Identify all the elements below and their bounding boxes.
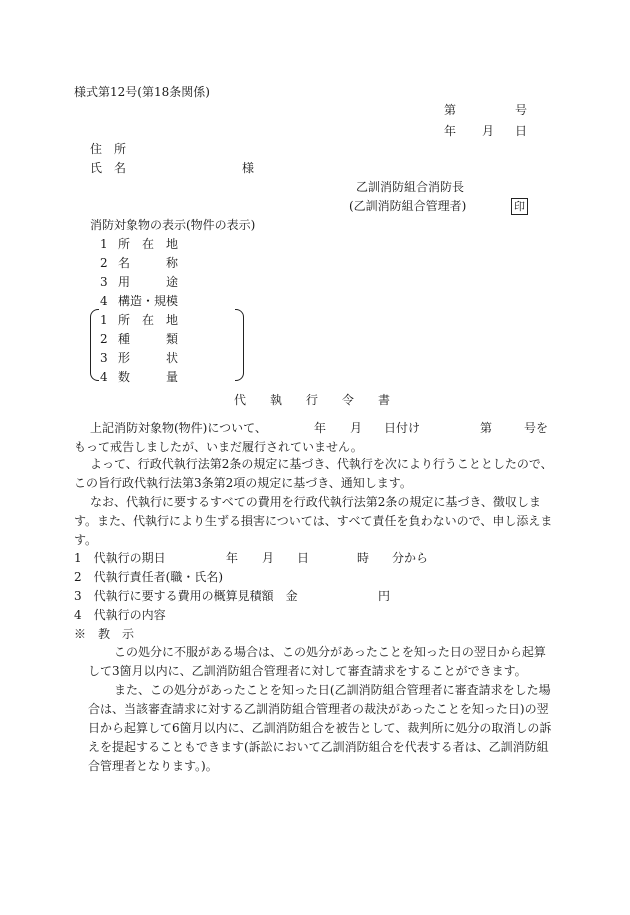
detail-1-year: 年 (226, 551, 239, 565)
target-item-num: 4 (100, 294, 108, 308)
target-heading: 消防対象物の表示(物件の表示) (90, 218, 256, 232)
bracket-right (235, 309, 244, 381)
address-label: 住 所 (90, 142, 127, 156)
body-p1-year: 年 (314, 421, 327, 435)
body-p1-month: 月 (350, 421, 363, 435)
body-p1-dai: 第 (480, 421, 493, 435)
body-p3: なお、代執行に要するすべての費用を行政代執行法第2条の規定に基づき、徴収します。また、代執行により生ずる損害については、すべて責任を負わないので、申し添えます。 (74, 495, 553, 547)
bracket-item-num: 1 (100, 313, 108, 327)
date-month-label: 月 (482, 124, 495, 138)
detail-3-yen: 円 (378, 589, 391, 603)
detail-1-minute: 分から (392, 551, 429, 565)
body-p2: よって、行政代執行法第2条の規定に基づき、代執行を次により行うこととしたので、この旨行政代執行法第3条第2項の規定に基づき、通知します。 (74, 457, 553, 490)
target-item-num: 3 (100, 275, 108, 289)
notice-paragraph-1: この処分に不服がある場合は、この処分があったことを知った日の翌日から起算して3箇月以内に、乙訓消防組合管理者に対して審査請求をすることができます。 (88, 645, 546, 678)
bracket-item-num: 4 (100, 370, 108, 384)
target-item-num: 1 (100, 237, 108, 251)
bracket-item-label: 種 類 (118, 332, 179, 346)
target-item-label: 用 途 (118, 275, 179, 289)
detail-2: 2 代執行責任者(職・氏名) (74, 570, 223, 584)
number-dai-label: 第 (444, 103, 457, 117)
issuer-subtitle: (乙訓消防組合管理者) (349, 199, 467, 213)
bracket-item-label: 数 量 (118, 370, 179, 384)
honorific-sama: 様 (242, 161, 255, 175)
detail-4: 4 代執行の内容 (74, 608, 166, 622)
bracket-item-num: 3 (100, 351, 108, 365)
document-title: 代 執 行 令 書 (234, 393, 391, 407)
notice-heading: ※ 教 示 (74, 627, 135, 641)
detail-3-label: 3 代執行に要する費用の概算見積額 金 (74, 589, 298, 603)
body-p1-a: 上記消防対象物(物件)について、 (90, 421, 267, 435)
seal-stamp: 印 (511, 198, 528, 215)
detail-1-month: 月 (262, 551, 275, 565)
target-item-label: 構造・規模 (118, 294, 179, 308)
target-item-label: 所 在 地 (118, 237, 179, 251)
bracket-left (90, 309, 99, 381)
form-id: 様式第12号(第18条関係) (74, 85, 210, 99)
date-day-label: 日 (515, 124, 528, 138)
bracket-item-num: 2 (100, 332, 108, 346)
detail-1-label: 1 代執行の期日 (74, 551, 166, 565)
issuer-title: 乙訓消防組合消防長 (356, 180, 465, 194)
detail-1-hour: 時 (357, 551, 370, 565)
detail-1-day: 日 (297, 551, 310, 565)
date-year-label: 年 (444, 124, 457, 138)
bracket-item-label: 所 在 地 (118, 313, 179, 327)
name-label: 氏 名 (90, 161, 127, 175)
notice-paragraph-2: また、この処分があったことを知った日(乙訓消防組合管理者に審査請求をした場合は、当該審査請求に対する乙訓消防組合管理者の裁決があったことを知った日)の翌日から起算して6箇月以内に、乙訓消防組合を被告として、裁判所に処分の取消しの訴えを提起することもできます(訴訟において乙訓消防組合を代表する者は、乙訓消防組合管理者となります。)。 (88, 683, 552, 773)
number-go-label: 号 (515, 103, 528, 117)
bracket-item-label: 形 状 (118, 351, 179, 365)
body-p1-go: 号を (524, 421, 549, 435)
target-item-label: 名 称 (118, 256, 179, 270)
body-p1-day: 日付け (384, 421, 421, 435)
target-item-num: 2 (100, 256, 108, 270)
body-p1-b: もって戒告しましたが、いまだ履行されていません。 (74, 440, 363, 454)
